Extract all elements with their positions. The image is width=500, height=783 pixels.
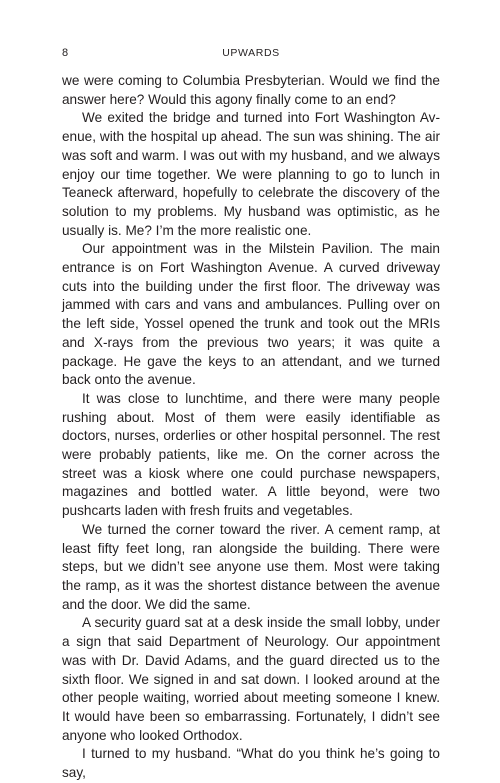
paragraph: We exited the bridge and turned into Fort Washington Avenue, with the hospital up ahead. The sun was shining. The air was soft and warm. I was out with my husband, and we always enjoy our time together. We were planning to go to lunch in Teaneck afterward, hopefully to celebrate the discovery of the solution to my problems. My husband was optimistic, as he usually is. Me? I’m the more realistic one. [62,110,440,238]
paragraph: We turned the corner toward the river. A cement ramp, at least fifty feet long, ran alongside the building. There were steps, but we didn’t see anyone use them. Most were taking the ramp, as it was the shortest distance between the avenue and the door. We did the same. [62,521,440,612]
page-number: 8 [62,47,69,59]
running-head [62,45,440,61]
body-text [62,72,440,783]
paragraph: we were coming to Columbia Presbyterian. Would we find the answer here? Would this agony finally come to an end? [62,73,440,107]
running-title: UPWARDS [222,47,280,59]
paragraph: I turned to my husband. “What do you think he’s going to say, [62,746,440,781]
paragraph: A security guard sat at a desk inside the small lobby, under a sign that said Department of Neurology. Our appointment was with Dr. David Adams, and the guard directed us to the sixth floor. We signed in and sat down. I looked around at the other people waiting, worried about meeting someone I knew. It would have been so embarrassing. Fortunately, I didn’t see anyone who looked Orthodox. [62,615,440,743]
paragraph: It was close to lunchtime, and there were many people rushing about. Most of them were easily identifiable as doctors, nurses, orderlies or other hospital personnel. The rest were probably patients, like me. On the corner across the street was a kiosk where one could purchase newspapers, magazines and bottled water. A little beyond, were two pushcarts laden with fresh fruits and vegetables. [62,390,440,519]
paragraph: Our appointment was in the Milstein Pavilion. The main entrance is on Fort Washington Avenue. A curved driveway cuts into the building under the first floor. The driveway was jammed with cars and vans and ambulances. Pulling over on the left side, Yossel opened the trunk and took out the MRIs and X-rays from the previous two years; it was quite a package. He gave the keys to an attendant, and we turned back onto the avenue. [62,241,440,388]
